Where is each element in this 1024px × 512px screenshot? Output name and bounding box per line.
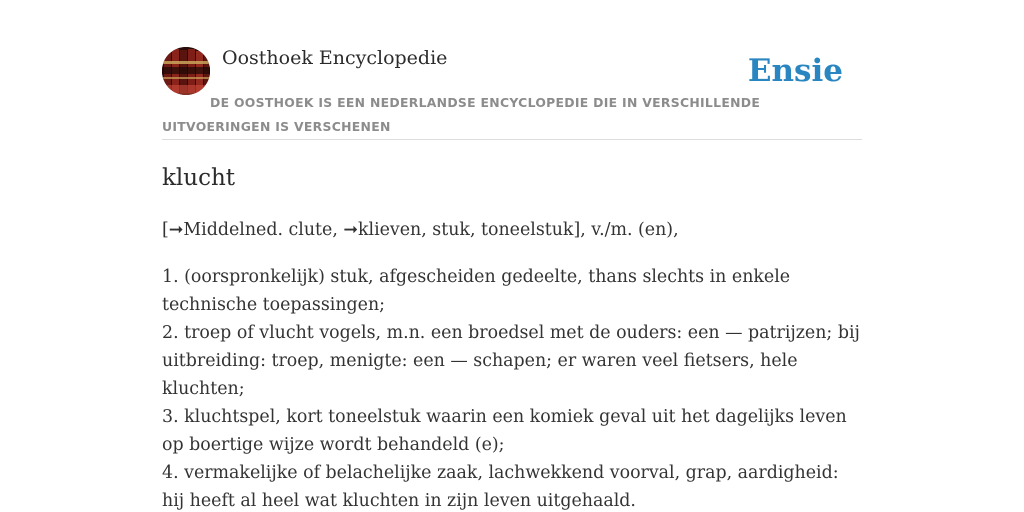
bracket-open: [ — [162, 220, 169, 240]
book-spines-icon[interactable] — [162, 47, 210, 95]
etymology-origin: Middelned. clute, — [183, 220, 344, 240]
entry-title: klucht — [162, 165, 236, 191]
source-description: DE OOSTHOEK IS EEN NEDERLANDSE ENCYCLOPEDIE DIE IN VERSCHILLENDE UITVOERINGEN IS VERSCHENEN — [162, 95, 761, 134]
definitions-list — [162, 263, 862, 512]
arrow-right-icon: ➞ — [343, 220, 358, 240]
source-header — [162, 46, 862, 140]
definition-item: 4. vermakelijke of belachelijke zaak, lachwekkend voorval, grap, aardigheid: hij heeft al heel wat kluchten in zijn leven uitgehaald. — [162, 463, 839, 511]
etymology-rest: , stuk, toneelstuk], v./m. (en), — [421, 220, 679, 240]
definition-item: 3. kluchtspel, kort toneelstuk waarin een komiek geval uit het dagelijks leven op boertige wijze wordt behandeld (e); — [162, 407, 847, 455]
link-klieven[interactable]: klieven — [357, 220, 422, 240]
source-name[interactable]: Oosthoek Encyclopedie — [222, 47, 448, 69]
arrow-right-icon: ➞ — [168, 220, 184, 240]
definition-item: 1. (oorspronkelijk) stuk, afgescheiden gedeelte, thans slechts in enkele technische toepassingen; — [162, 267, 791, 315]
definition-item: 2. troep of vlucht vogels, m.n. een broedsel met de ouders: een — patrijzen; bij uitbreiding: troep, menigte: een — schapen; er waren veel fietsers, hele kluchten; — [162, 323, 860, 399]
ensie-logo-link[interactable]: Ensie — [747, 53, 843, 89]
etymology-line — [162, 216, 862, 244]
